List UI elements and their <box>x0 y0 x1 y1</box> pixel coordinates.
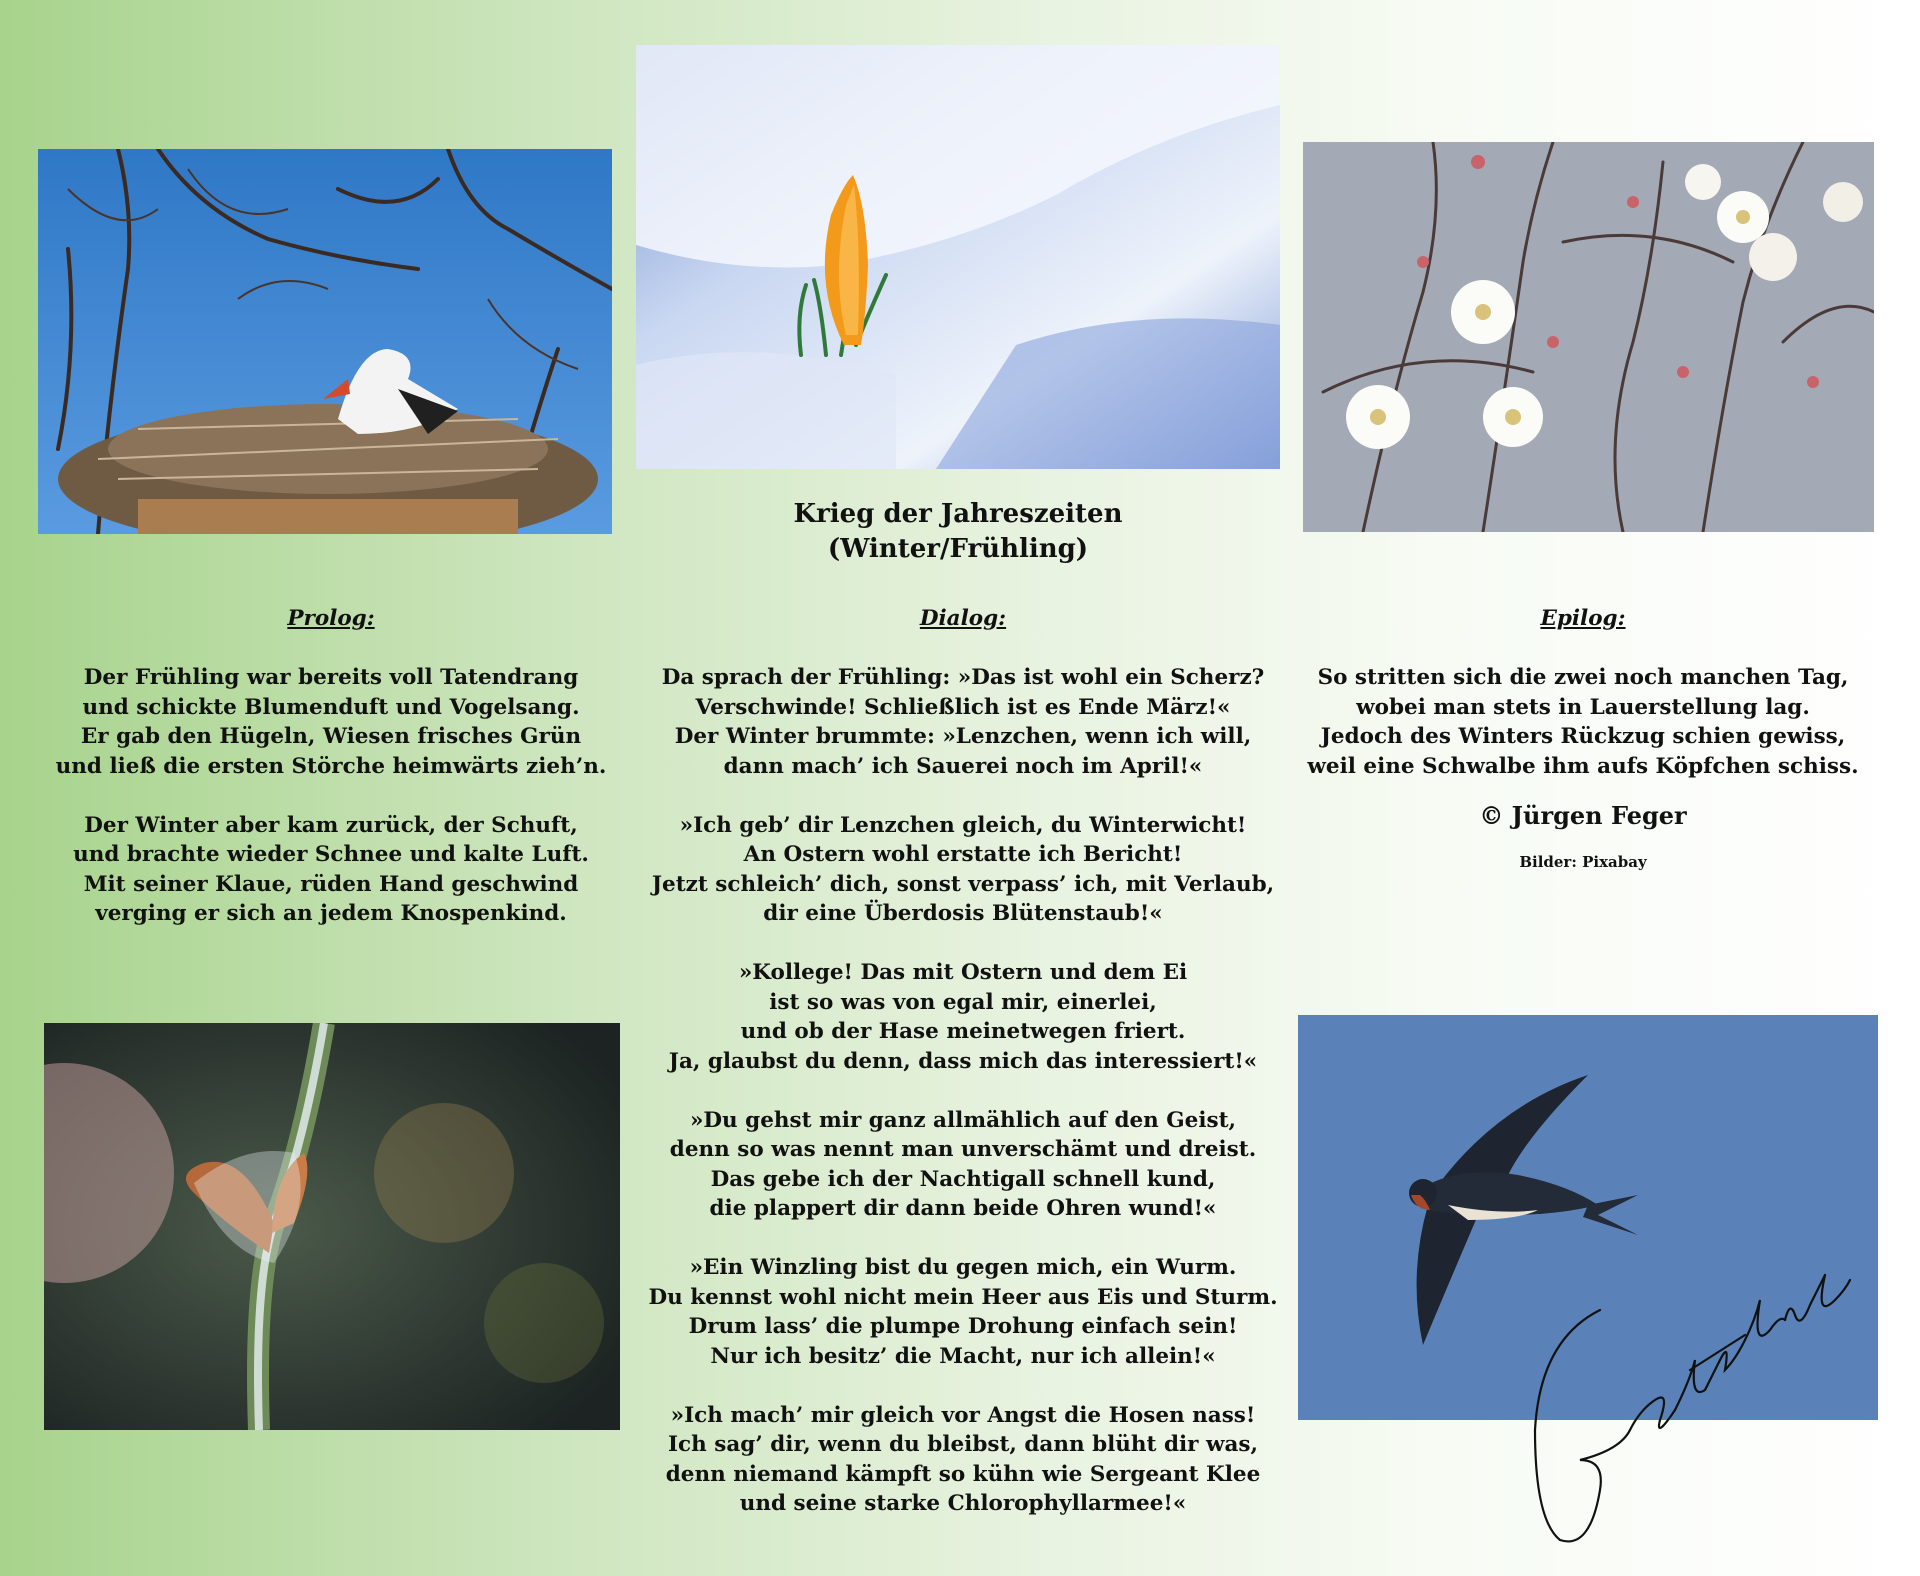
verse-line: Der Winter brummte: »Lenzchen, wenn ich will, <box>674 724 1252 749</box>
verse-line: »Ich geb’ dir Lenzchen gleich, du Winterwicht! <box>679 812 1247 838</box>
verse-line: »Ein Winzling bist du gegen mich, ein Wurm. <box>689 1255 1237 1280</box>
dialog-heading: Dialog: <box>919 606 1007 631</box>
verse-line: verging er sich an jedem Knospenkind. <box>95 901 567 926</box>
verse-line: dann mach’ ich Sauerei noch im April!« <box>723 753 1203 779</box>
verse-line: wobei man stets in Lauerstellung lag. <box>1356 694 1810 720</box>
verse-line: denn niemand kämpft so kühn wie Sergeant Klee <box>665 1461 1261 1487</box>
verse-line: »Kollege! Das mit Ostern und dem Ei <box>738 960 1188 985</box>
verse-line: dir eine Überdosis Blütenstaub!« <box>763 901 1163 926</box>
verse-line: »Ich mach’ mir gleich vor Angst die Hosen nass! <box>670 1402 1256 1428</box>
verse-line: weil eine Schwalbe ihm aufs Köpfchen schiss. <box>1307 753 1859 779</box>
verse-line: Das gebe ich der Nachtigall schnell kund, <box>710 1166 1216 1192</box>
verse-line: »Du gehst mir ganz allmählich auf den Geist, <box>689 1107 1237 1133</box>
verse-line: und brachte wieder Schnee und kalte Luft. <box>73 842 589 867</box>
prolog-column <box>38 604 624 929</box>
verse-line: denn so was nennt man unverschämt und dreist. <box>669 1137 1257 1162</box>
verse-line: Nur ich besitz’ die Macht, nur ich allein!« <box>710 1343 1216 1369</box>
title-line-2: (Winter/Frühling) <box>827 534 1089 564</box>
verse-line: und schickte Blumenduft und Vogelsang. <box>82 694 580 720</box>
verse-line: Er gab den Hügeln, Wiesen frisches Grün <box>80 724 582 749</box>
verse-line: An Ostern wohl erstatte ich Bericht! <box>743 842 1183 867</box>
verse-line: Du kennst wohl nicht mein Heer aus Eis und Sturm. <box>648 1284 1278 1310</box>
verse-line: Drum lass’ die plumpe Drohung einfach sein! <box>688 1314 1238 1339</box>
stork-nest-photo <box>38 149 612 534</box>
gedichtezauber-signature <box>1520 1260 1880 1560</box>
verse-line: Jetzt schleich’ dich, sonst verpass’ ich, mit Verlaub, <box>651 871 1275 897</box>
verse-line: ist so was von egal mir, einerlei, <box>769 989 1157 1015</box>
author-credit: © Jürgen Feger <box>1479 801 1687 830</box>
verse-line: und ließ die ersten Störche heimwärts zieh’n. <box>55 753 607 779</box>
blossom-branches-photo <box>1303 142 1874 532</box>
verse-line: Verschwinde! Schließlich ist es Ende März!« <box>695 694 1231 720</box>
verse-line: So stritten sich die zwei noch manchen Tag, <box>1317 665 1849 690</box>
verse-line: Ja, glaubst du denn, dass mich das interessiert!« <box>668 1048 1258 1074</box>
prolog-heading: Prolog: <box>287 606 375 631</box>
verse-line: Jedoch des Winters Rückzug schien gewiss, <box>1320 724 1846 749</box>
verse-line: Der Winter aber kam zurück, der Schuft, <box>84 812 578 838</box>
verse-line: Da sprach der Frühling: »Das ist wohl ein Scherz? <box>661 665 1265 690</box>
poem-title <box>636 497 1280 567</box>
epilog-column <box>1296 604 1870 873</box>
verse-line: und seine starke Chlorophyllarmee!« <box>739 1491 1187 1516</box>
title-line-1: Krieg der Jahreszeiten <box>793 499 1123 529</box>
epilog-heading: Epilog: <box>1540 606 1626 631</box>
verse-line: und ob der Hase meinetwegen friert. <box>740 1019 1186 1044</box>
dialog-column <box>620 604 1306 1519</box>
iced-bud-photo <box>44 1023 620 1430</box>
verse-line: Der Frühling war bereits voll Tatendrang <box>83 665 579 690</box>
crocus-snow-photo <box>636 45 1280 469</box>
verse-line: Ich sag’ dir, wenn du bleibst, dann blüht dir was, <box>667 1432 1259 1457</box>
verse-line: Mit seiner Klaue, rüden Hand geschwind <box>83 871 579 897</box>
image-credits: Bilder: Pixabay <box>1519 853 1647 871</box>
verse-line: die plappert dir dann beide Ohren wund!« <box>709 1196 1217 1221</box>
